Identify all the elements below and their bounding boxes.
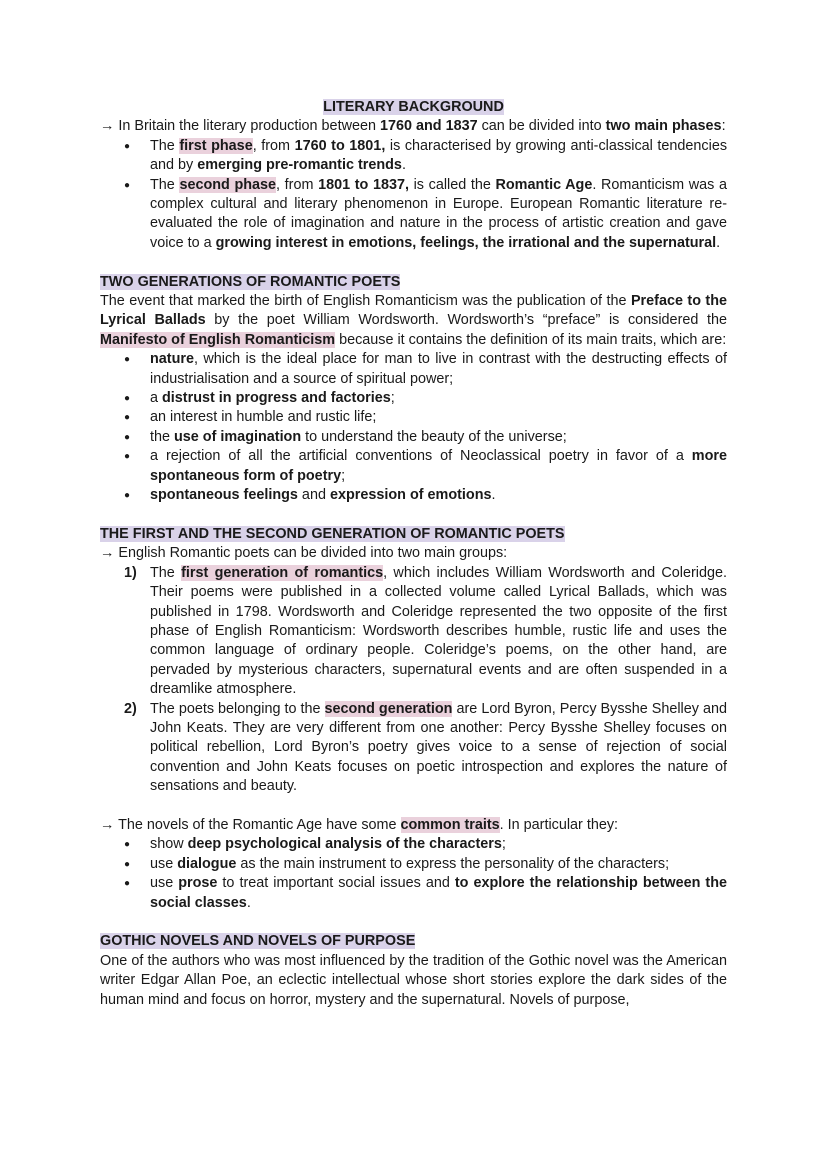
bold-text: deep psychological analysis of the characters [187,836,502,853]
text-run: a [150,390,163,407]
bold-text: 1760 and 1837 [379,118,478,135]
text-run: to treat important social issues and [217,875,455,892]
list-item [100,447,727,486]
bold-text: 1801 to 1837, [318,176,409,193]
text-run: to understand the beauty of the universe; [301,428,567,445]
text-run: a rejection of all the artificial conventions of Neoclassical poetry in favor of a [150,448,692,465]
text-run: is characterised by growing anti-classical tendencies and by [150,137,728,174]
text-run: . [401,157,406,174]
paragraph [100,544,727,563]
bold-text: more spontaneous form of poetry [150,448,727,484]
list-item [100,389,727,408]
bold-text: emerging pre-romantic trends [197,157,402,174]
bold-text: distrust in progress and factories [162,390,391,407]
list-item [100,137,727,176]
bold-text: two main phases [605,118,722,135]
text-run: ; [341,467,346,484]
list-number: 2) [124,700,137,717]
list-item [100,700,727,797]
text-run: because it contains the definition of its main traits, which are: [335,331,727,348]
list-item [100,835,727,854]
section-heading: GOTHIC NOVELS AND NOVELS OF PURPOSE [100,933,416,950]
text-run: . In particular they: [499,816,619,833]
text-run: → In Britain the literary production between [100,118,380,135]
text-run: is called the [408,176,496,193]
paragraph [100,117,727,136]
bold-text: nature [150,351,194,368]
text-run: The event that marked the birth of English Romanticism was the publication of the [100,293,631,310]
text-run: as the main instrument to express the personality of the characters; [236,855,670,872]
text-run: → The novels of the Romantic Age have some [100,816,401,833]
bullet-list [100,835,727,913]
text-run: an interest in humble and rustic life; [150,409,377,426]
bold-text: to explore the relationship between the social classes [150,875,727,911]
text-run: . Romanticism was a complex cultural and literary phenomenon in Europe. European Romantic literature re-evaluated the role of imagination and nature in the process of artistic creation and gave voice to a [150,176,728,251]
text-run: can be divided into [477,118,606,135]
section-heading-line [100,525,727,544]
text-run: The poets belonging to the [150,700,325,717]
list-item [100,486,727,505]
document-page [100,98,727,1010]
text-run: The [150,564,182,581]
highlighted-term: second generation [324,700,453,717]
text-run: The [150,176,180,193]
bullet-list [100,137,727,253]
text-run: use [150,875,179,892]
text-run: . [246,894,251,911]
section-heading: THE FIRST AND THE SECOND GENERATION OF ROMANTIC POETS [100,525,565,542]
section-heading: TWO GENERATIONS OF ROMANTIC POETS [100,273,401,290]
paragraph [100,292,727,350]
list-item [100,855,727,874]
bold-text: spontaneous feelings [150,487,298,504]
highlighted-term: Manifesto of English Romanticism [100,331,336,348]
text-run: . [491,487,496,504]
text-run: and [297,487,330,504]
highlighted-term: first phase [179,137,253,154]
text-run: , which is the ideal place for man to live in contrast with the destructing effects of industrialisation and a source of spiritual power; [150,351,727,387]
bold-text: 1760 to 1801, [294,137,386,154]
list-item [100,408,727,427]
list-item [100,874,727,913]
bold-text: dialogue [177,855,237,872]
highlighted-term: second phase [179,176,277,193]
list-number: 1) [124,564,137,581]
text-run: , which includes William Wordsworth and Coleridge. Their poems were published in a collected volume called Lyrical Ballads, which was published in 1798. Wordsworth and Coleridge represented the two opposite of the first phase of English Romanticism: Wordsworth describes humble, rustic life and uses the common language of ordinary people. Coleridge’s poems, on the other hand, are pervaded by mysterious characters, supernatural events and are often suspended in a dreamlike atmosphere. [150,564,727,698]
bold-text: Romantic Age [495,176,593,193]
paragraph [100,816,727,835]
bold-text: use of imagination [174,428,302,445]
section-heading: LITERARY BACKGROUND [323,99,504,115]
text-run: ; [390,390,395,407]
list-item [100,428,727,447]
highlighted-term: common traits [400,816,500,833]
text-run: → English Romantic poets can be divided into two main groups: [100,545,508,562]
text-run: use [150,855,178,872]
text-run: show [150,836,188,853]
text-run: , from [276,176,319,193]
text-run: , from [252,137,295,154]
list-item [100,350,727,389]
numbered-list [100,564,727,797]
text-run: by the poet William Wordsworth. Wordsworth’s “preface” is considered the [205,312,727,329]
bold-text: prose [178,875,218,892]
section-heading-line [100,273,727,292]
paragraph [100,952,727,1010]
text-run: The [150,137,180,154]
list-item [100,564,727,700]
text-run: : [721,118,726,135]
section-heading-line [100,932,727,951]
text-run: are Lord Byron, Percy Bysshe Shelley and John Keats. They are very different from one another: Percy Bysshe Shelley focuses on political rebellion, Lord Byron’s poetry gives voice to a sense of rejection of social convention and John Keats focuses on poetic introspection and explores the nature of sensations and beauty. [150,700,727,795]
bold-text: expression of emotions [329,487,492,504]
text-run: . [716,234,721,251]
text-run: One of the authors who was most influenced by the tradition of the Gothic novel was the American writer Edgar Allan Poe, an eclectic intellectual whose short stories explore the dark sides of the human mind and focus on horror, mystery and the supernatural. Novels of purpose, [100,952,727,1008]
bold-text: growing interest in emotions, feelings, the irrational and the supernatural [215,234,717,251]
text-run: ; [501,836,506,853]
highlighted-term: first generation of romantics [181,564,384,581]
list-item [100,176,727,254]
section-heading-line [100,98,727,117]
text-run: the [150,428,175,445]
bold-text: Preface to the Lyrical Ballads [100,293,728,329]
bullet-list [100,350,727,505]
